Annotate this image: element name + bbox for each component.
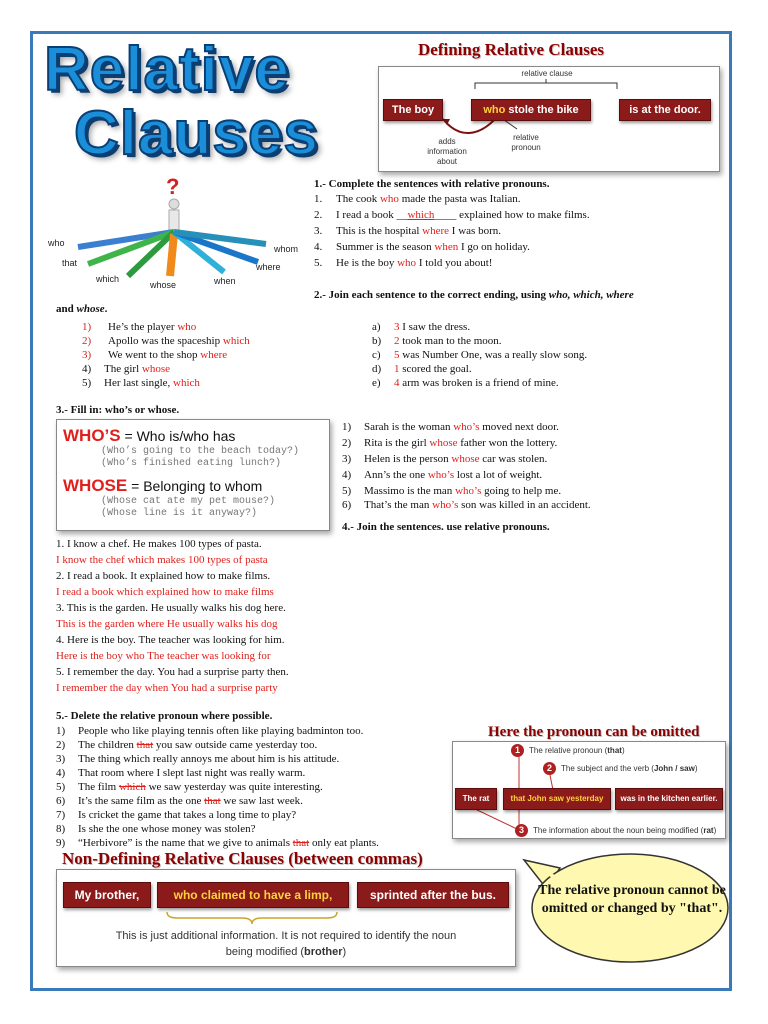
- list-item: 2) Rita is the girl whose father won the lottery.: [342, 437, 558, 449]
- ex2-right-list: [372, 320, 587, 390]
- list-item: 4) That room where I slept last night was really warm.: [56, 767, 306, 779]
- list-item: e) 4 arm was broken is a friend of mine.: [372, 377, 559, 389]
- defining-tag-2: [471, 99, 591, 121]
- whose-example-1: (Whose cat ate my pet mouse?): [101, 496, 276, 507]
- list-item: 9) “Herbivore” is the name that we give to animals that only eat plants.: [56, 837, 379, 849]
- list-item: 8) Is she the one whose money was stolen?: [56, 823, 256, 835]
- list-item: b) 2 took man to the moon.: [372, 335, 502, 347]
- list-item: 5) The film which we saw yesterday was quite interesting.: [56, 781, 323, 793]
- ex4-question: 4. Here is the boy. The teacher was looking for him.: [56, 634, 285, 646]
- arrows-graphic: [48, 172, 306, 292]
- title-line-2: Clauses: [74, 99, 319, 168]
- bubble-text: [534, 882, 730, 918]
- list-item: 2) The children that you saw outside came yesterday too.: [56, 739, 318, 751]
- whos-example-1: (Who’s going to the beach today?): [101, 446, 300, 457]
- list-item: 1. The cook who made the pasta was Italian.: [314, 193, 521, 205]
- svg-text:?: ?: [166, 174, 180, 199]
- nondefining-diagram: [56, 869, 516, 967]
- list-item: 3) The thing which really annoys me about him is his attitude.: [56, 753, 340, 765]
- list-item: 6) It’s the same film as the one that we saw last week.: [56, 795, 303, 807]
- bracket-label: relative clause: [521, 69, 573, 78]
- ex2-heading-line-1: 2.- Join each sentence to the correct ending, using who, which, where: [314, 289, 634, 301]
- nondefining-tag-3: sprinted after the bus.: [357, 882, 509, 908]
- list-item: c) 5 was Number One, was a really slow song.: [372, 349, 588, 361]
- list-item: 5. He is the boy who I told you about!: [314, 257, 493, 269]
- ex3-heading: 3.- Fill in: who’s or whose.: [56, 404, 180, 416]
- ex4-question: 2. I read a book. It explained how to make films.: [56, 570, 271, 582]
- star-word-where: where: [256, 262, 281, 272]
- ex1-list: [314, 192, 590, 270]
- list-item: 3. This is the hospital where I was born.: [314, 225, 501, 237]
- speech-bubble: [520, 848, 730, 978]
- bubble-line-2: omitted or changed by "that".: [541, 901, 723, 916]
- whose-example-2: (Whose line is it anyway?): [101, 508, 258, 519]
- list-item: 7) Is cricket the game that takes a long time to play?: [56, 809, 297, 821]
- defining-diagram: [378, 66, 720, 172]
- omitted-diagram: [452, 741, 726, 839]
- ex5-heading: 5.- Delete the relative pronoun where possible.: [56, 710, 273, 722]
- step-3-label: The information about the noun being modified (rat): [533, 826, 717, 835]
- defining-heading: Defining Relative Clauses: [418, 40, 605, 59]
- nondefining-tag-2: who claimed to have a limp,: [157, 882, 349, 908]
- pronoun-arrows-illustration: [48, 172, 306, 292]
- step-2-label: The subject and the verb (John / saw): [561, 764, 698, 773]
- nondefining-heading: Non-Defining Relative Clauses (between commas): [62, 849, 423, 868]
- ex4-answer: This is the garden where He usually walks his dog: [56, 618, 278, 630]
- defining-note-2: relative pronoun: [511, 133, 541, 152]
- list-item: 4. Summer is the season when I go on holiday.: [314, 241, 530, 253]
- list-item: 2. I read a book __which____ explained how to make films.: [314, 209, 590, 221]
- defining-tag-3: is at the door.: [619, 99, 711, 121]
- list-item: 3) Helen is the person whose car was stolen.: [342, 453, 548, 465]
- list-item: a) 3 I saw the dress.: [372, 321, 471, 333]
- ex3-list: [342, 420, 591, 512]
- list-item: 5) Her last single, which: [82, 377, 200, 389]
- step-1-label: The relative pronoun (that): [529, 746, 625, 755]
- ex4-answer: I read a book which explained how to make films: [56, 586, 274, 598]
- nondefining-note-1: This is just additional information. It is not required to identify the noun: [115, 930, 457, 942]
- omitted-tag-3: was in the kitchen earlier.: [615, 788, 723, 810]
- star-word-whom: whom: [274, 244, 299, 254]
- list-item: 1) He’s the player who: [82, 321, 197, 333]
- list-item: 3) We went to the shop where: [82, 349, 228, 361]
- omitted-tag-1: The rat: [455, 788, 497, 810]
- nondefining-note-2: being modified (brother): [225, 946, 347, 958]
- star-word-that: that: [62, 258, 78, 268]
- whos-example-2: (Who’s finished eating lunch?): [101, 458, 282, 469]
- nondefining-tag-1: My brother,: [63, 882, 151, 908]
- whos-whose-box: [56, 419, 330, 531]
- list-item: 5) Massimo is the man who’s going to help me.: [342, 485, 562, 497]
- step-1-badge: 1: [511, 744, 524, 757]
- whose-definition: WHOSE = Belonging to whom: [63, 476, 263, 495]
- star-word-whose: whose: [150, 280, 177, 290]
- list-item: 1) People who like playing tennis often like playing badminton too.: [56, 725, 364, 737]
- ex4-question: 5. I remember the day. You had a surprise party then.: [56, 666, 289, 678]
- list-item: 4) The girl whose: [82, 363, 170, 375]
- ex2-left-list: [82, 320, 250, 390]
- step-3-badge: 3: [515, 824, 528, 837]
- omitted-tag-2: that John saw yesterday: [503, 788, 611, 810]
- list-item: 2) Apollo was the spaceship which: [82, 335, 250, 347]
- ex4-question: 1. I know a chef. He makes 100 types of pasta.: [56, 538, 262, 550]
- star-word-when: when: [214, 276, 236, 286]
- defining-clause: stole the bike: [505, 104, 579, 116]
- list-item: 1) Sarah is the woman who’s moved next door.: [342, 421, 559, 433]
- ex4-list: [56, 536, 289, 696]
- omitted-heading: Here the pronoun can be omitted: [488, 724, 700, 740]
- step-2-badge: 2: [543, 762, 556, 775]
- star-word-which: which: [96, 274, 120, 284]
- ex1-heading: 1.- Complete the sentences with relative pronouns.: [314, 178, 550, 190]
- list-item: 4) Ann’s the one who’s lost a lot of weight.: [342, 469, 543, 481]
- title-line-1: Relative: [44, 35, 290, 104]
- defining-who: who: [483, 104, 506, 116]
- whos-definition: WHO’S = Who is/who has: [63, 426, 236, 445]
- list-item: d) 1 scored the goal.: [372, 363, 472, 375]
- ex4-answer: Here is the boy who The teacher was looking for: [56, 650, 271, 662]
- defining-note-1: adds information about: [427, 137, 467, 166]
- bubble-line-1: The relative pronoun cannot be: [538, 883, 726, 898]
- ex5-list: [56, 724, 379, 850]
- defining-tag-1: The boy: [383, 99, 443, 121]
- star-word-who: who: [48, 238, 65, 248]
- ex4-heading: 4.- Join the sentences. use relative pronouns.: [342, 521, 550, 533]
- ex4-question: 3. This is the garden. He usually walks his dog here.: [56, 602, 286, 614]
- list-item: 6) That’s the man who’s son was killed in an accident.: [342, 499, 591, 511]
- ex4-answer: I know the chef which makes 100 types of pasta: [56, 554, 268, 566]
- ex2-heading-line-2: and whose.: [56, 303, 108, 315]
- ex4-answer: I remember the day when You had a surprise party: [56, 682, 278, 694]
